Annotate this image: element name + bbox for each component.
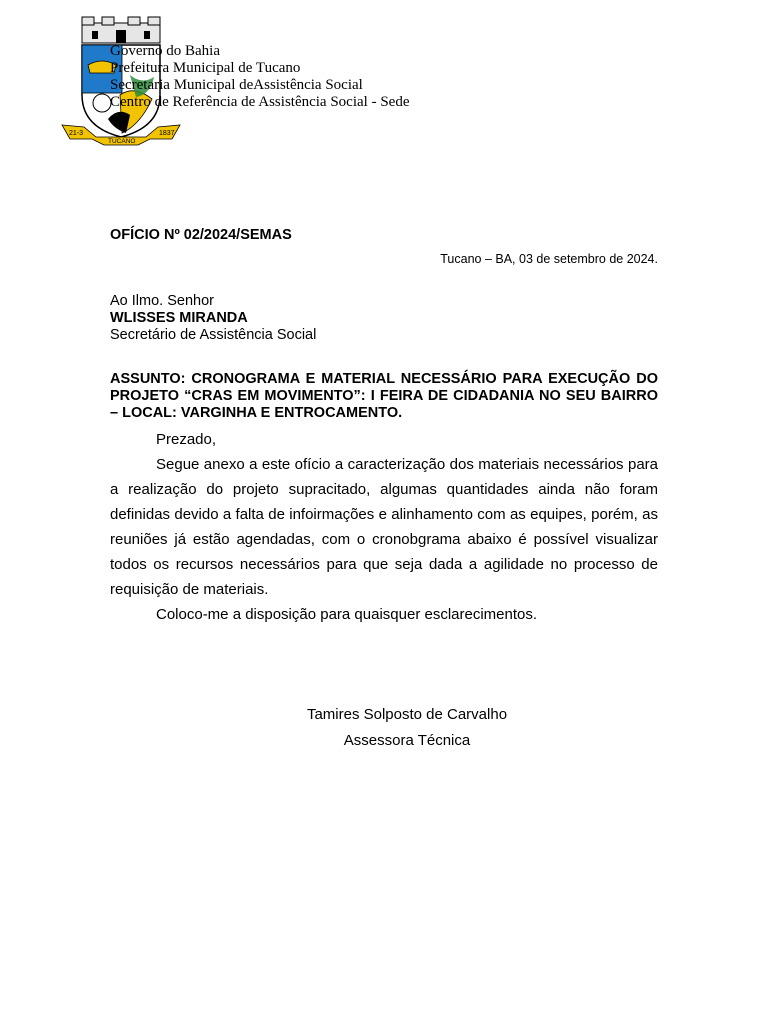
letterhead [110,43,409,111]
emblem-city-label: TUCANO [108,138,136,145]
emblem-left-label: 21-3 [69,130,84,137]
closing-line: Coloco-me a disposição para quaisquer esclarecimentos. [156,606,538,623]
document-number: OFÍCIO Nº 02/2024/SEMAS [110,227,292,243]
letterhead-line-center: Centro de Referência de Assistência Social - Sede [110,94,410,110]
letterhead-line-government: Governo do Bahia [110,43,220,59]
emblem-right-label: 1837 [159,130,175,137]
letter-body [110,427,658,627]
signature-name: Tamires Solposto de Carvalho [306,706,508,723]
letterhead-line-prefecture: Prefeitura Municipal de Tucano [110,60,301,76]
signature-role: Assessora Técnica [343,732,471,749]
recipient-block [110,293,316,344]
recipient-salutation: Ao Ilmo. Senhor [110,293,214,309]
date-line: Tucano – BA, 03 de setembro de 2024. [440,252,658,266]
recipient-title: Secretário de Assistência Social [110,327,317,343]
body-paragraph: Segue anexo a este ofício a caracterização dos materiais necessários para a realização do projeto supracitado, algumas quantidades ainda não foram definidas devido a falta de infoirmações e alinhamento com as equipes, porém, as reuniões já estão agendadas, com o cronobgrama abaixo é possível visualizar todos os recursos necessários para que seja dada a agilidade no processo de requisição de materiais. [110,456,658,598]
subject-line: ASSUNTO: CRONOGRAMA E MATERIAL NECESSÁRIO PARA EXECUÇÃO DO PROJETO “CRAS EM MOVIMENTO”: I FEIRA DE CIDADANIA NO SEU BAIRRO – LOCAL: VARGINHA E ENTROCAMENTO. [110,371,658,421]
letterhead-line-secretariat: Secretaria Municipal deAssistência Social [110,77,363,93]
recipient-name: WLISSES MIRANDA [110,310,248,326]
greeting: Prezado, [156,431,217,448]
